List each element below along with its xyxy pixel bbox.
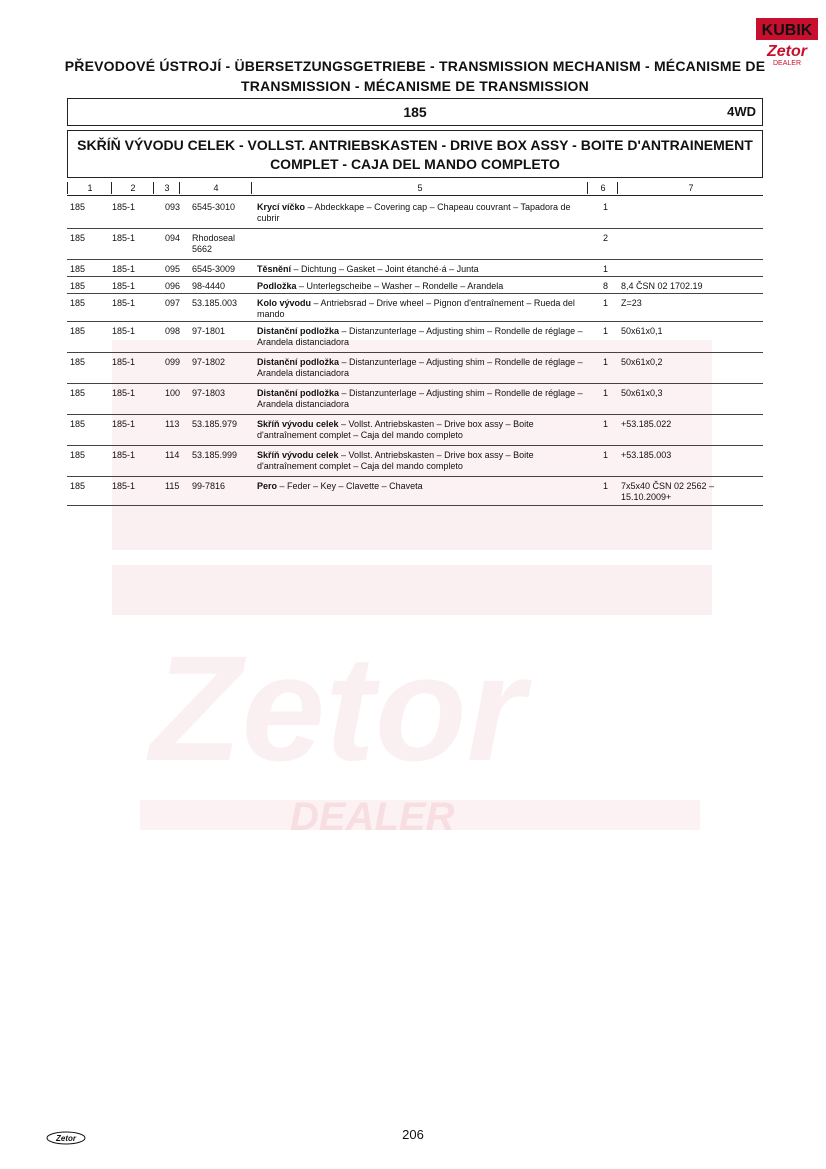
table-row: [67, 322, 763, 353]
row-col3: 114: [165, 450, 180, 460]
table-row: [67, 229, 763, 260]
table-row: [67, 198, 763, 229]
row-part-number: Rhodoseal 5662: [192, 233, 236, 254]
row-part-number: 53.185.979: [192, 419, 238, 429]
row-description-translations: – Distanzunterlage – Adjusting shim – Rondelle de réglage – Arandela distanciadora: [257, 388, 583, 409]
col-header-6: 6: [587, 182, 618, 194]
row-col3: 113: [165, 419, 180, 429]
row-quantity: 2: [603, 233, 609, 243]
row-description-translations: – Distanzunterlage – Adjusting shim – Rondelle de réglage – Arandela distanciadora: [257, 357, 583, 378]
row-col1: 185: [70, 298, 86, 308]
section-header: [67, 98, 763, 126]
row-note: Z=23: [621, 298, 642, 308]
row-col1: 185: [70, 450, 86, 460]
row-description: [257, 202, 587, 224]
col-header-7: 7: [617, 182, 764, 194]
row-description-translations: – Unterlegscheibe – Washer – Rondelle – Arandela: [296, 281, 504, 291]
group-title-line1: SKŘÍŇ VÝVODU CELEK - VOLLST. ANTRIEBSKASTEN - DRIVE BOX ASSY - BOITE D'ANTRAINEMENT: [77, 137, 753, 153]
row-col3: 095: [165, 264, 181, 274]
table-row: [67, 294, 763, 322]
row-col2: 185-1: [112, 450, 136, 460]
row-note: 50x61x0,2: [621, 357, 663, 367]
row-note: 50x61x0,1: [621, 326, 663, 336]
page-number: 206: [402, 1127, 424, 1142]
row-quantity: 1: [603, 419, 609, 429]
row-col3: 099: [165, 357, 181, 367]
drive-label: 4WD: [727, 104, 756, 119]
row-description: [257, 298, 587, 320]
row-col2: 185-1: [112, 388, 136, 398]
table-row: [67, 353, 763, 384]
group-title: [67, 130, 763, 178]
row-description-name: Kolo vývodu: [257, 298, 312, 308]
row-col1: 185: [70, 388, 86, 398]
row-description-translations: – Dichtung – Gasket – Joint étanché·á – Junta: [291, 264, 479, 274]
row-col3: 096: [165, 281, 181, 291]
page-title-line2: TRANSMISSION - MÉCANISME DE TRANSMISSION: [241, 78, 589, 94]
parts-table: [67, 198, 763, 506]
row-col3: 115: [165, 481, 180, 491]
row-description-name: Skříň vývodu celek: [257, 419, 339, 429]
row-quantity: 1: [603, 264, 609, 274]
row-col1: 185: [70, 326, 86, 336]
row-quantity: 1: [603, 357, 609, 367]
table-row: [67, 415, 763, 446]
row-description: [257, 281, 587, 292]
row-description: [257, 264, 587, 275]
svg-text:Zetor: Zetor: [150, 624, 525, 792]
row-col3: 100: [165, 388, 181, 398]
row-col1: 185: [70, 233, 86, 243]
row-note: 7x5x40 ČSN 02 2562 – 15.10.2009+: [621, 481, 715, 502]
col-header-1: 1: [67, 182, 112, 194]
row-col1: 185: [70, 281, 86, 291]
footer-zetor-logo: [46, 1131, 86, 1145]
footer-logo-text: Zetor: [56, 1134, 76, 1143]
row-description: [257, 326, 587, 348]
row-description: [257, 481, 587, 492]
page-title: [60, 56, 770, 96]
row-quantity: 1: [603, 298, 609, 308]
row-quantity: 1: [603, 326, 609, 336]
row-part-number: 98-4440: [192, 281, 226, 291]
row-col1: 185: [70, 481, 86, 491]
row-description: [257, 450, 587, 472]
table-row: [67, 384, 763, 415]
row-quantity: 8: [603, 281, 609, 291]
row-part-number: 97-1803: [192, 388, 226, 398]
row-quantity: 1: [603, 481, 609, 491]
row-description-translations: – Abdeckkape – Covering cap – Chapeau couvrant – Tapadora de cubrir: [257, 202, 571, 223]
col-header-2: 2: [111, 182, 154, 194]
row-description: [257, 419, 587, 441]
row-part-number: 99-7816: [192, 481, 226, 491]
row-quantity: 1: [603, 450, 609, 460]
row-col2: 185-1: [112, 202, 136, 212]
row-col1: 185: [70, 264, 86, 274]
row-note: 50x61x0,3: [621, 388, 663, 398]
column-header: [67, 182, 763, 196]
row-description-name: Distanční podložka: [257, 326, 340, 336]
row-col2: 185-1: [112, 298, 136, 308]
row-col2: 185-1: [112, 326, 136, 336]
col-header-4: 4: [179, 182, 252, 194]
row-col2: 185-1: [112, 419, 136, 429]
row-part-number: 53.185.003: [192, 298, 238, 308]
row-part-number: 53.185.999: [192, 450, 238, 460]
row-col3: 097: [165, 298, 181, 308]
row-description-name: Podložka: [257, 281, 297, 291]
row-description-name: Těsnění: [257, 264, 292, 274]
row-part-number: 6545-3010: [192, 202, 236, 212]
row-description-name: Krycí víčko: [257, 202, 306, 212]
row-note: +53.185.003: [621, 450, 672, 460]
row-col2: 185-1: [112, 264, 136, 274]
col-header-5: 5: [251, 182, 588, 194]
logo-kubik-text: KUBIK: [761, 22, 813, 39]
section-number: 185: [403, 104, 427, 120]
group-title-line2: COMPLET - CAJA DEL MANDO COMPLETO: [270, 156, 560, 172]
row-col2: 185-1: [112, 233, 136, 243]
row-note: +53.185.022: [621, 419, 672, 429]
row-description-name: Pero: [257, 481, 278, 491]
page-title-line1: PŘEVODOVÉ ÚSTROJÍ - ÜBERSETZUNGSGETRIEBE - TRANSMISSION MECHANISM - MÉCANISME DE: [64, 58, 766, 74]
row-description: [257, 357, 587, 379]
row-description-translations: – Antriebsrad – Drive wheel – Pignon d'entraînement – Rueda del mando: [257, 298, 575, 319]
row-col1: 185: [70, 202, 86, 212]
table-row: [67, 477, 763, 506]
table-row: [67, 277, 763, 294]
row-description-translations: – Feder – Key – Clavette – Chaveta: [277, 481, 423, 491]
row-col1: 185: [70, 419, 86, 429]
row-description-translations: – Distanzunterlage – Adjusting shim – Rondelle de réglage – Arandela distanciadora: [257, 326, 583, 347]
col-header-3: 3: [153, 182, 180, 194]
row-part-number: 97-1801: [192, 326, 226, 336]
row-part-number: 6545-3009: [192, 264, 236, 274]
row-description-name: Distanční podložka: [257, 357, 340, 367]
row-quantity: 1: [603, 388, 609, 398]
row-description-name: Distanční podložka: [257, 388, 340, 398]
row-description-name: Skříň vývodu celek: [257, 450, 339, 460]
row-col3: 094: [165, 233, 181, 243]
row-col2: 185-1: [112, 281, 136, 291]
row-col3: 098: [165, 326, 181, 336]
row-description-translations: – Vollst. Antriebskasten – Drive box assy – Boite d'antraînement complet – Caja del mando completo: [257, 450, 534, 471]
row-note: 8,4 ČSN 02 1702.19: [621, 281, 703, 291]
logo-zetor-text: Zetor: [767, 43, 807, 60]
table-row: [67, 260, 763, 277]
row-col2: 185-1: [112, 357, 136, 367]
row-description: [257, 388, 587, 410]
row-description-translations: – Vollst. Antriebskasten – Drive box assy – Boite d'antraînement complet – Caja del mando completo: [257, 419, 534, 440]
logo-dealer-text: DEALER: [772, 60, 802, 67]
row-part-number: 97-1802: [192, 357, 226, 367]
table-row: [67, 446, 763, 477]
row-quantity: 1: [603, 202, 609, 212]
row-col2: 185-1: [112, 481, 136, 491]
row-col1: 185: [70, 357, 86, 367]
svg-text:DEALER: DEALER: [290, 795, 455, 839]
row-col3: 093: [165, 202, 181, 212]
